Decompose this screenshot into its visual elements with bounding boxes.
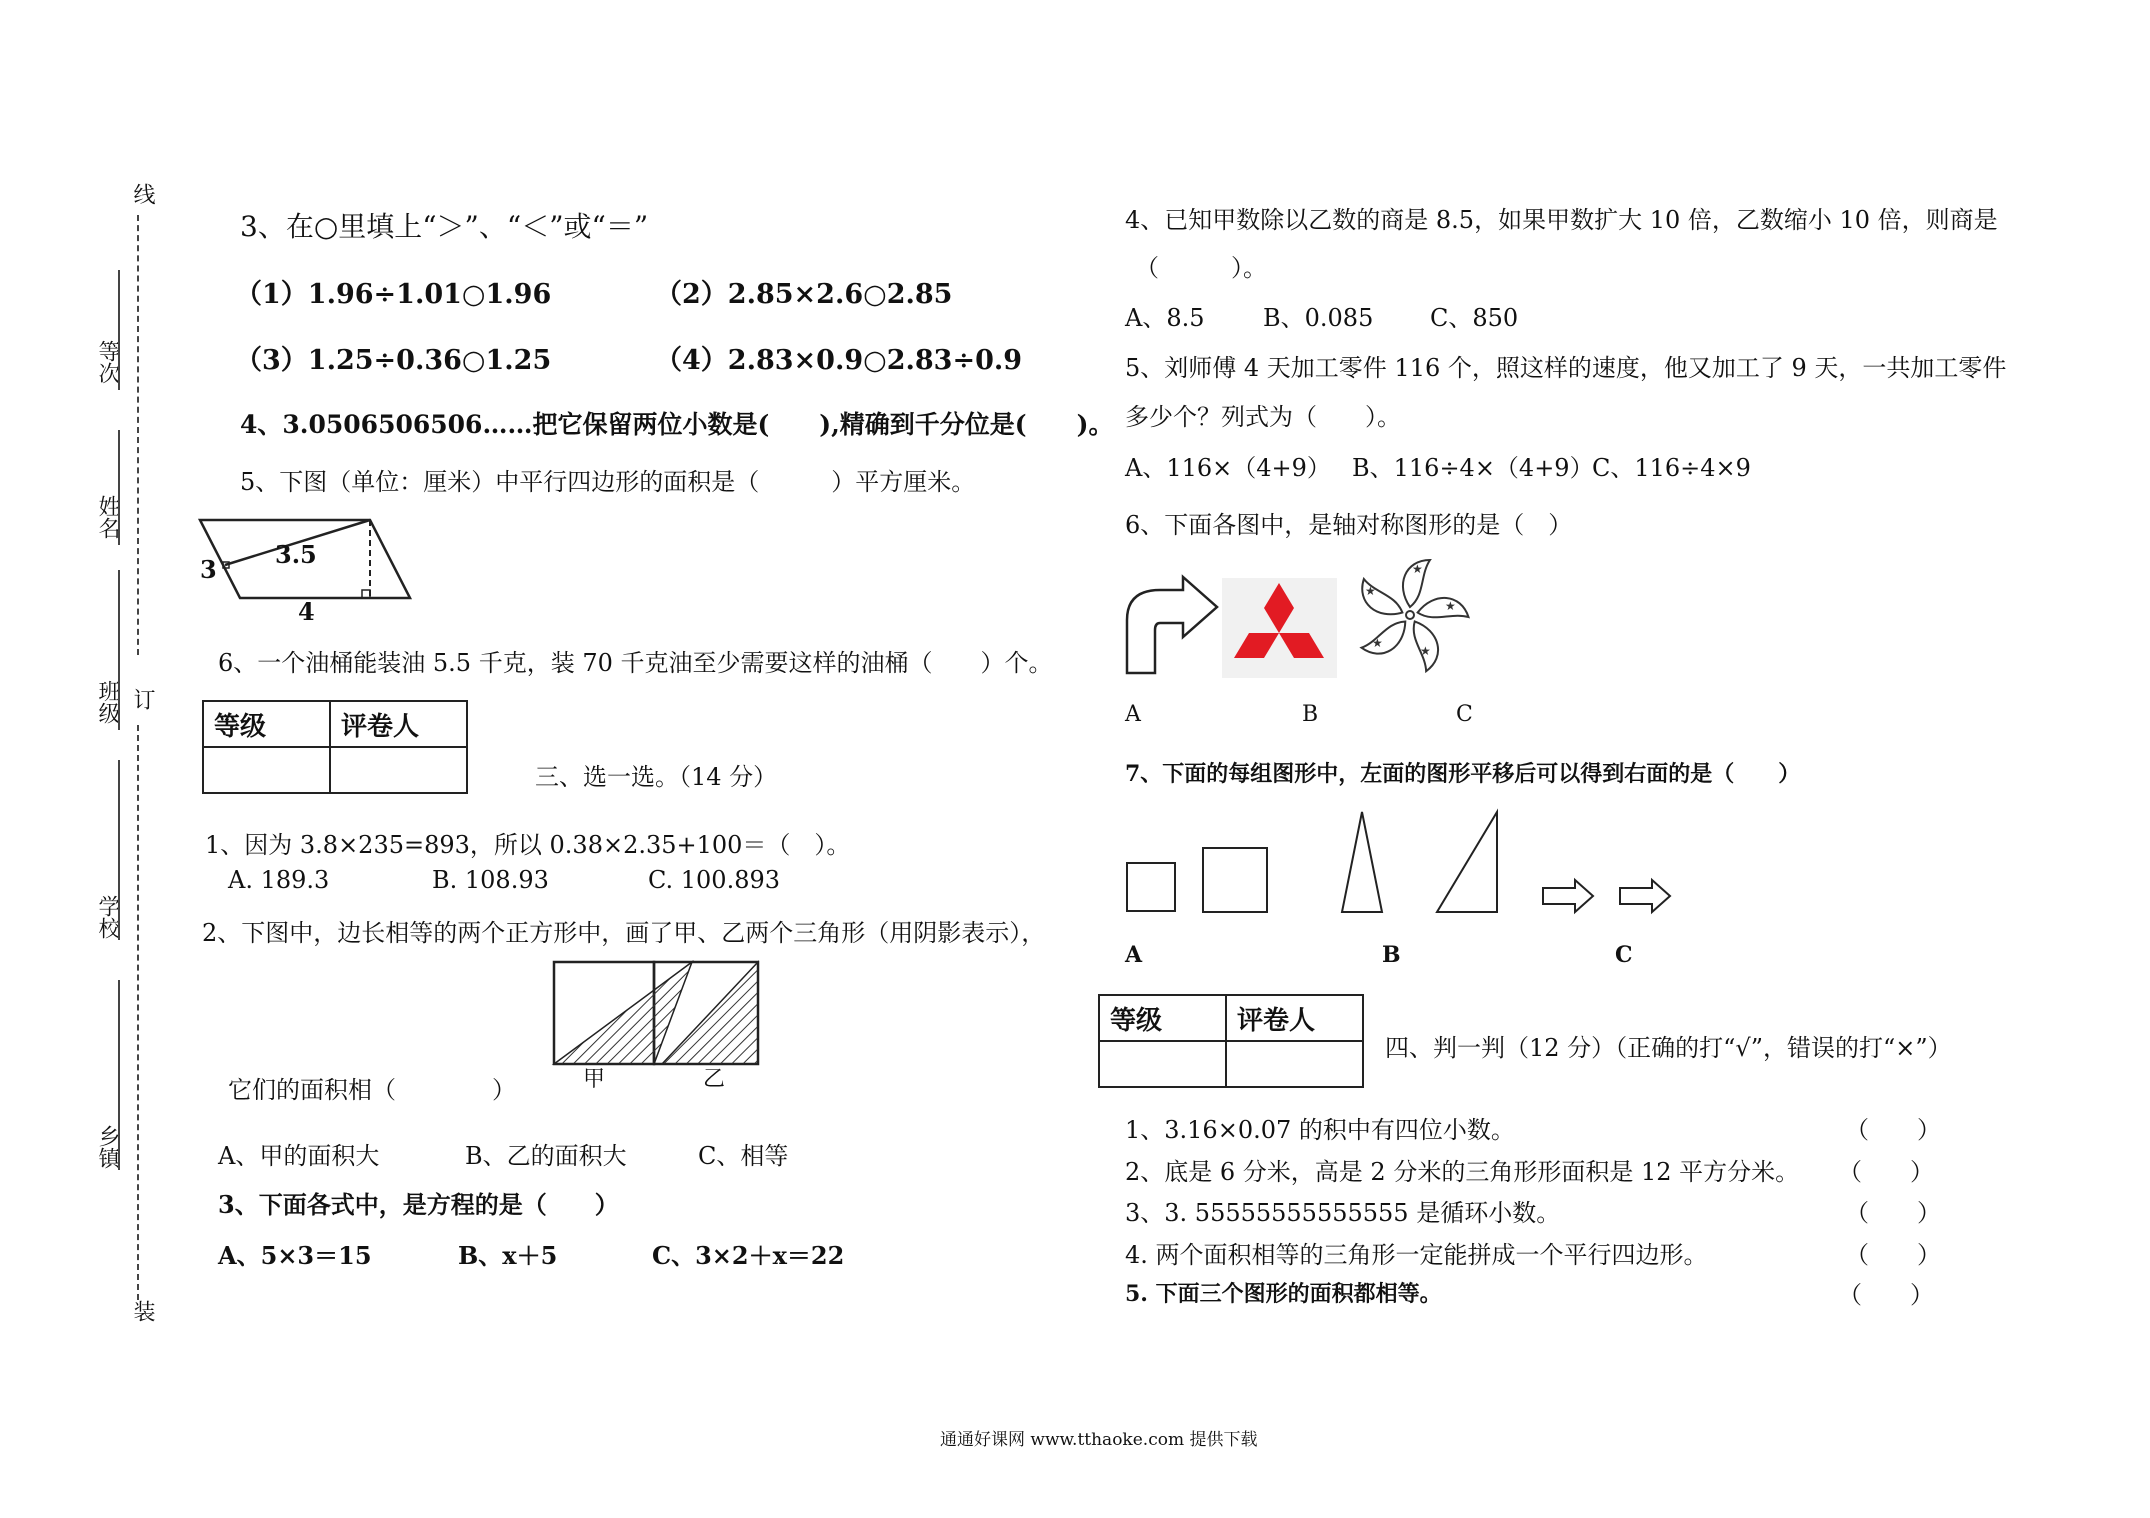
- judge-3-paren: （ ）: [1845, 1199, 1941, 1227]
- s3-q1-opt-c: C. 100.893: [648, 866, 781, 894]
- left-q3-item4: （4）2.83×0.9○2.83÷0.9: [655, 345, 1023, 376]
- left-q3-item3: （3）1.25÷0.36○1.25: [235, 345, 552, 376]
- s3-q1-opt-b: B. 108.93: [432, 866, 549, 894]
- q7-label-a: A: [1125, 942, 1143, 968]
- judge-4: 4. 两个面积相等的三角形一定能拼成一个平行四边形。: [1125, 1241, 1708, 1269]
- grader-label-right: 评卷人: [1226, 995, 1363, 1041]
- field-class: 班级: [95, 680, 120, 724]
- svg-text:★: ★: [1372, 636, 1383, 650]
- s3-q2: 2、下图中，边长相等的两个正方形中，画了甲、乙两个三角形（用阴影表示），: [202, 919, 1046, 947]
- right-q4-opt-b: B、0.085: [1263, 304, 1374, 332]
- judge-5: 5. 下面三个图形的面积都相等。: [1125, 1281, 1442, 1307]
- curved-arrow-figure: [1125, 585, 1225, 675]
- label-jia: 甲: [583, 1067, 606, 1092]
- right-q4: 4、已知甲数除以乙数的商是 8.5，如果甲数扩大 10 倍，乙数缩小 10 倍，则商是: [1125, 206, 1998, 234]
- right-q4-opt-a: A、8.5: [1125, 304, 1205, 332]
- left-q3-title: 3、在○里填上“＞”、“＜”或“＝”: [240, 210, 649, 243]
- label-yi: 乙: [703, 1067, 726, 1092]
- right-q4-cont: （ ）。: [1135, 254, 1267, 282]
- field-town: 乡镇: [95, 1125, 120, 1169]
- left-q3-item1: （1）1.96÷1.01○1.96: [235, 279, 552, 310]
- judge-4-paren: （ ）: [1845, 1241, 1941, 1269]
- right-q5-cont: 多少个？列式为（ ）。: [1125, 403, 1401, 431]
- translation-figures: [1125, 810, 1725, 920]
- s3-q2-opt-b: B、乙的面积大: [465, 1142, 627, 1170]
- s3-q3-opt-a: A、5×3＝15: [218, 1241, 372, 1270]
- s3-q2-opt-a: A、甲的面积大: [218, 1142, 380, 1170]
- section4-title: 四、判一判（12 分）（正确的打“√”，错误的打“×”）: [1385, 1034, 1952, 1062]
- q6-label-b: B: [1302, 702, 1319, 727]
- q6-label-a: A: [1125, 702, 1141, 727]
- para-label-side: 3: [200, 555, 217, 584]
- grade-table-left: [202, 700, 468, 794]
- svg-text:★: ★: [1420, 644, 1431, 658]
- judge-2: 2、底是 6 分米，高是 2 分米的三角形形面积是 12 平方分米。: [1125, 1158, 1800, 1186]
- section3-title: 三、选一选。（14 分）: [535, 763, 778, 791]
- svg-text:★: ★: [1365, 584, 1376, 598]
- binding-xian: 线: [130, 183, 155, 205]
- binding-ding: 订: [130, 688, 155, 710]
- grade-label-right: 等级: [1099, 995, 1226, 1041]
- judge-1: 1、3.16×0.07 的积中有四位小数。: [1125, 1116, 1515, 1144]
- grade-table-right: [1098, 994, 1364, 1088]
- mitsubishi-figure: [1222, 578, 1337, 678]
- q7-label-b: B: [1382, 942, 1401, 968]
- right-q6: 6、下面各图中，是轴对称图形的是（ ）: [1125, 511, 1573, 539]
- svg-text:★: ★: [1412, 562, 1423, 576]
- left-q4: 4、3.0506506506……把它保留两位小数是( ),精确到千分位是( )。: [240, 410, 1114, 439]
- s3-q3-opt-b: B、x＋5: [458, 1241, 558, 1270]
- s3-q3: 3、下面各式中，是方程的是（ ）: [218, 1190, 619, 1219]
- grader-label: 评卷人: [330, 701, 467, 747]
- two-squares-figure: [552, 960, 762, 1070]
- judge-3: 3、3. 55555555555555 是循环小数。: [1125, 1199, 1561, 1227]
- grade-label: 等级: [203, 701, 330, 747]
- field-name: 姓名: [95, 495, 120, 539]
- q7-label-c: C: [1615, 942, 1633, 968]
- field-school: 学校: [95, 895, 120, 939]
- judge-5-paren: （ ）: [1838, 1281, 1934, 1309]
- right-q5-opt-a: A、116×（4+9）: [1125, 454, 1331, 482]
- bauhinia-figure: [1350, 555, 1470, 675]
- s3-q3-opt-c: C、3×2＋x＝22: [652, 1241, 845, 1270]
- field-dengci: 等次: [95, 340, 120, 384]
- q6-label-c: C: [1456, 702, 1473, 727]
- s3-q1-opt-a: A. 189.3: [228, 866, 330, 894]
- right-q4-opt-c: C、850: [1430, 304, 1519, 332]
- left-q6: 6、一个油桶能装油 5.5 千克，装 70 千克油至少需要这样的油桶（ ）个。: [218, 649, 1053, 677]
- para-label-height: 3.5: [275, 540, 317, 569]
- svg-text:★: ★: [1445, 599, 1456, 613]
- right-q5: 5、刘师傅 4 天加工零件 116 个，照这样的速度，他又加工了 9 天，一共加工零件: [1125, 354, 2007, 382]
- s3-q1: 1、因为 3.8×235=893，所以 0.38×2.35+100＝（ ）。: [205, 831, 851, 859]
- right-q5-opt-b: B、116÷4×（4+9）: [1352, 454, 1594, 482]
- para-label-base: 4: [298, 597, 315, 626]
- left-q3-item2: （2）2.85×2.6○2.85: [655, 279, 953, 310]
- s3-q2-tail: 它们的面积相（ ）: [228, 1076, 516, 1104]
- judge-1-paren: （ ）: [1845, 1116, 1941, 1144]
- right-q5-opt-c: C、116÷4×9: [1592, 454, 1751, 482]
- judge-2-paren: （ ）: [1838, 1158, 1934, 1186]
- footer: 通通好课网 www.tthaoke.com 提供下载: [940, 1430, 1258, 1450]
- left-q5: 5、下图（单位：厘米）中平行四边形的面积是（ ）平方厘米。: [240, 468, 976, 496]
- right-q7: 7、下面的每组图形中，左面的图形平移后可以得到右面的是（ ）: [1125, 761, 1801, 787]
- s3-q2-opt-c: C、相等: [698, 1142, 789, 1170]
- binding-zhuang: 装: [130, 1300, 155, 1322]
